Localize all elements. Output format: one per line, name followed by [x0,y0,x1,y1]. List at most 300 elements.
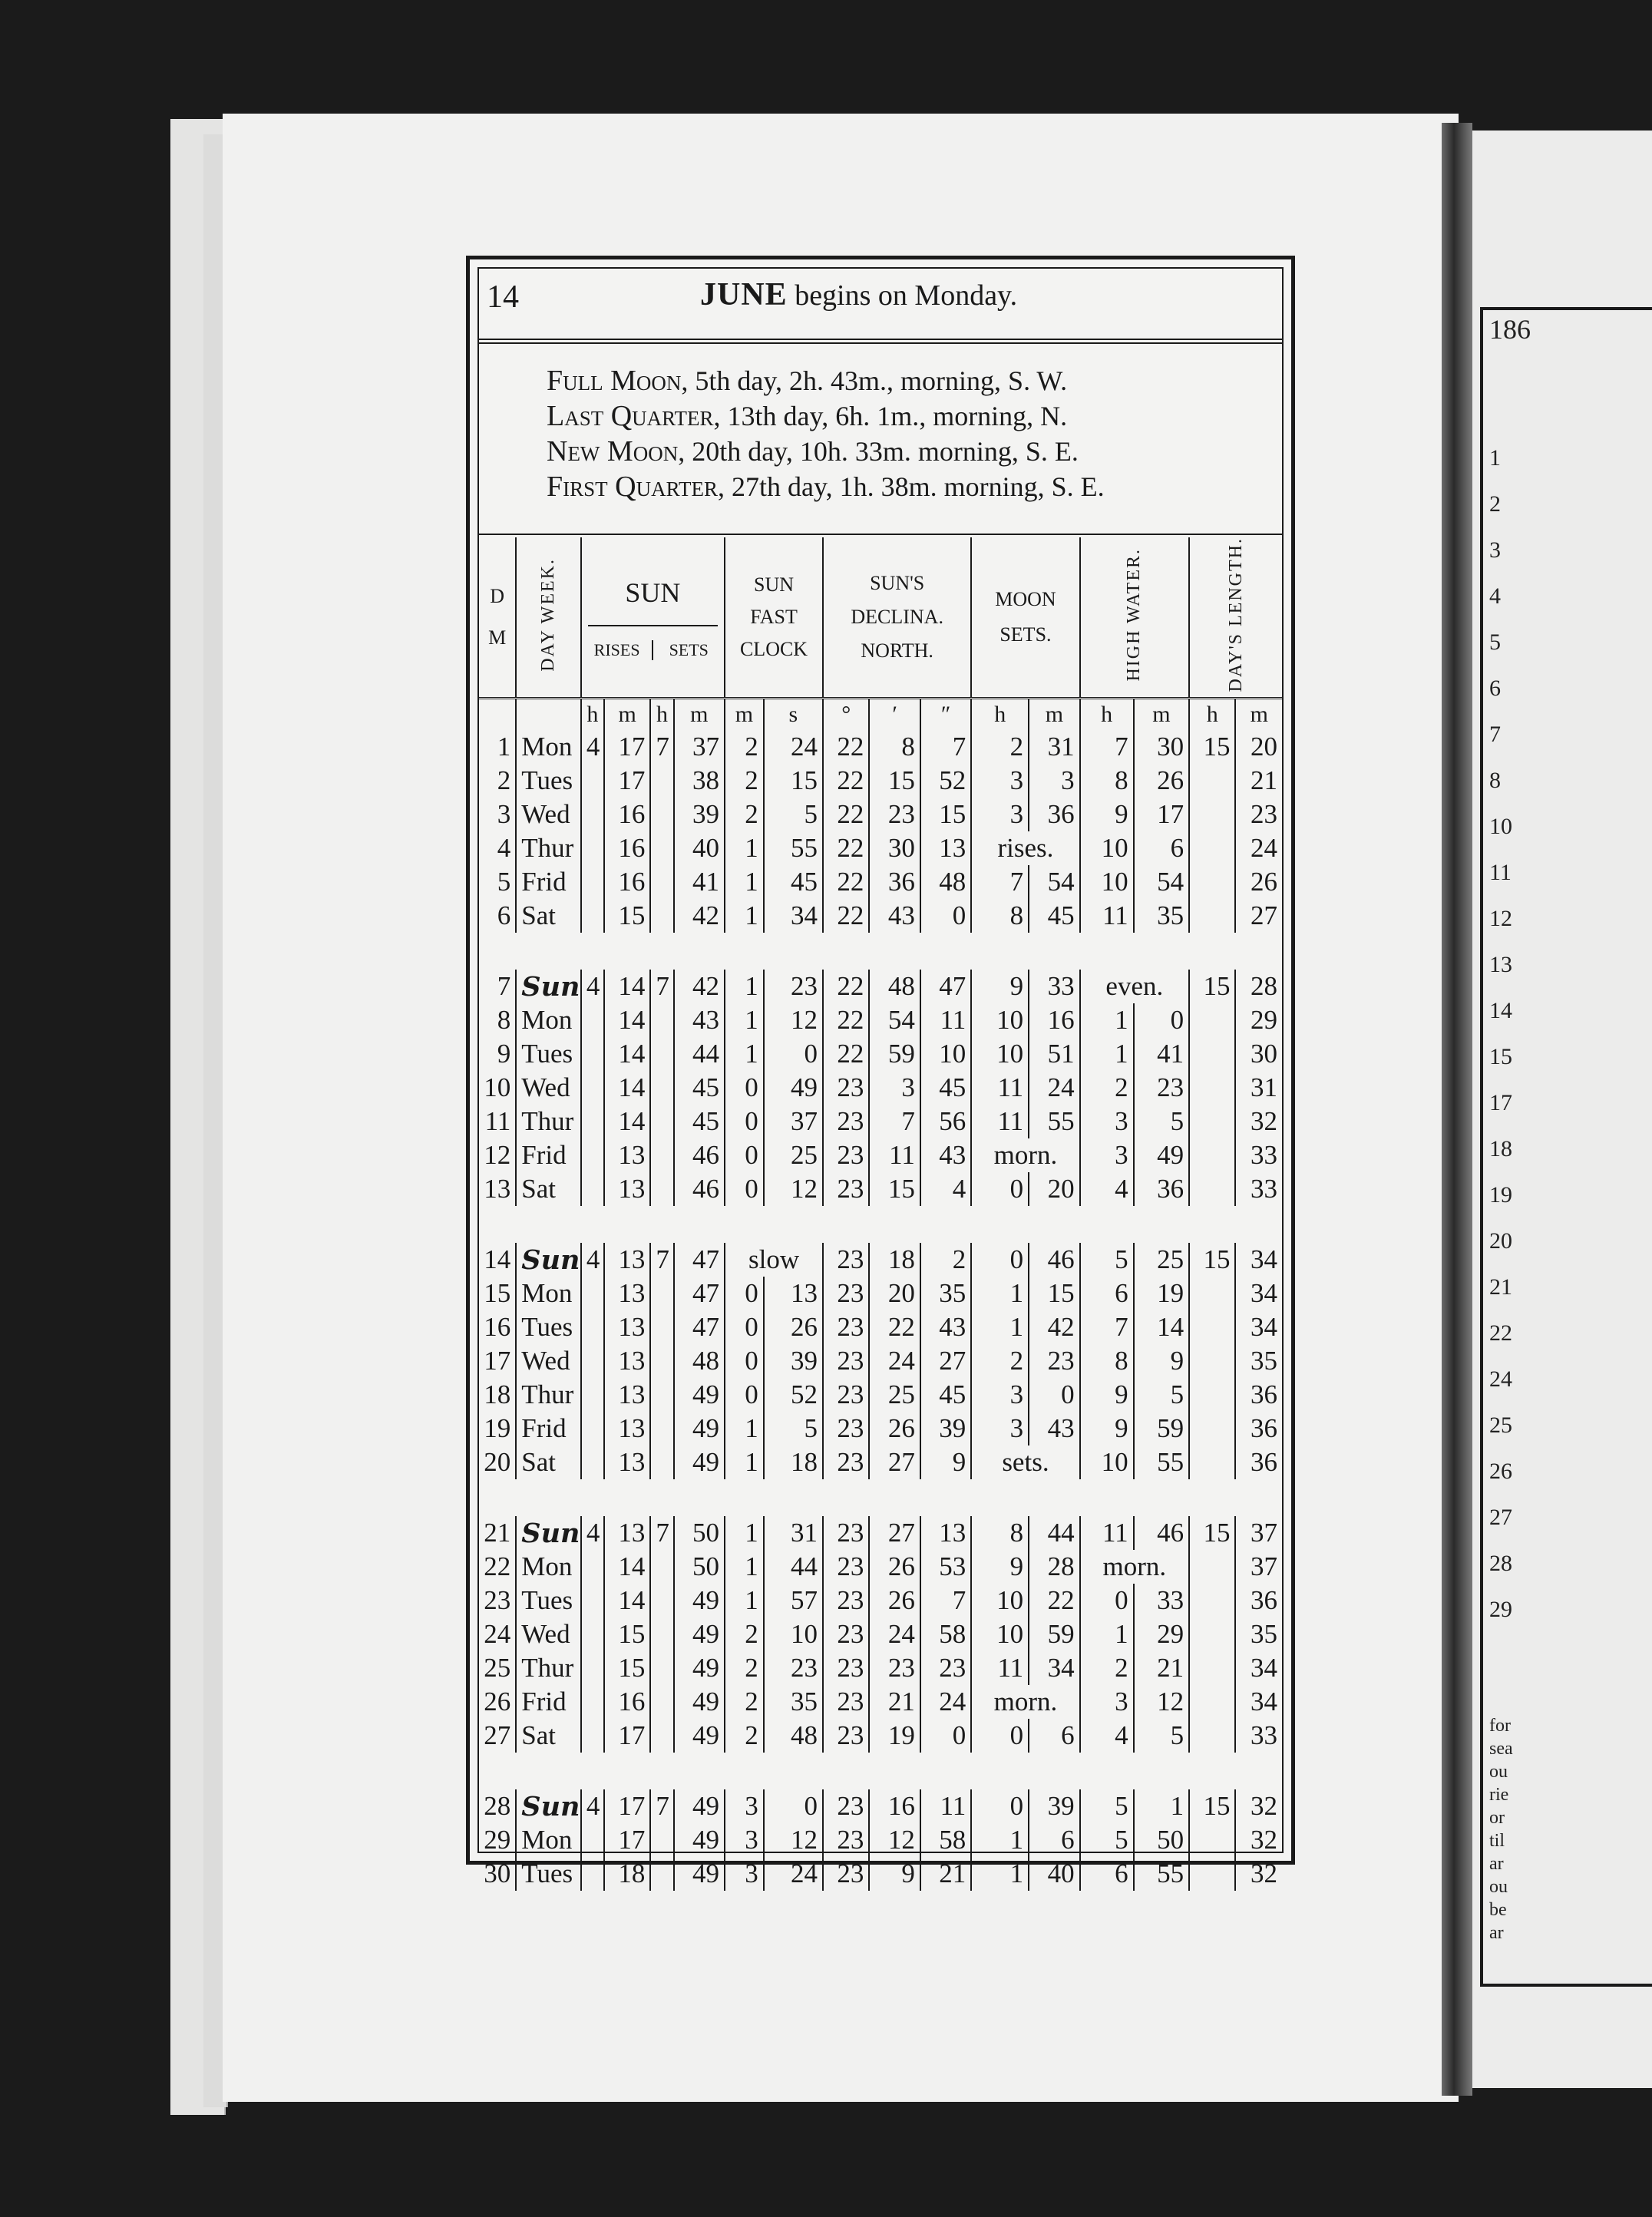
table-row [479,1789,1282,1823]
table-cell: 40 [1029,1857,1079,1891]
table-cell: 2 [725,1685,764,1719]
table-cell [1189,1685,1235,1719]
table-cell: 23 [823,1789,869,1823]
table-cell: 5 [1134,1719,1189,1753]
table-cell: 11 [971,1105,1029,1138]
table-cell [1189,764,1235,798]
week-gap [479,1206,1282,1243]
week-gap [479,1479,1282,1516]
table-cell: 17 [604,764,650,798]
table-cell: 21 [920,1857,971,1891]
table-cell: 11 [479,1105,516,1138]
table-cell: 29 [1251,1005,1277,1036]
table-cell: 7 [1080,1310,1134,1344]
table-cell [581,865,604,899]
table-cell [1189,1584,1235,1617]
table-cell: 27 [920,1344,971,1378]
table-cell: 26 [1251,867,1277,897]
table-row [479,764,1282,798]
right-page-text-fragment: rie [1489,1785,1509,1805]
table-cell: 13 [604,1516,650,1550]
table-cell: 27 [1251,900,1277,931]
table-cell: 26 [1134,764,1189,798]
table-cell [650,1071,673,1105]
table-cell: 23 [823,1277,869,1310]
table-cell: 1 [725,970,764,1003]
table-cell: 2 [1080,1071,1134,1105]
right-page-row-number: 21 [1489,1274,1512,1300]
table-cell: 43 [869,899,920,933]
table-cell: 24 [920,1685,971,1719]
table-cell: 5 [1134,1378,1189,1412]
table-cell: 5 [1134,1105,1189,1138]
table-cell: 22 [823,970,869,1003]
table-row [479,1584,1282,1617]
table-cell: 45 [920,1071,971,1105]
table-cell: 0 [725,1138,764,1172]
table-cell: 17 [604,730,650,764]
table-cell [1189,1071,1235,1105]
moon-phase-detail: , 13th day, 6h. 1m., morning, N. [713,401,1068,431]
table-cell: 3 [971,1378,1029,1412]
table-cell: 22 [823,798,869,831]
table-cell: 23 [823,1344,869,1378]
table-cell: 39 [920,1412,971,1446]
table-cell: 10 [764,1617,823,1651]
header-moon-sets: MOON SETS. [971,537,1079,699]
table-cell: Sat [516,1446,581,1479]
table-cell: 51 [1029,1037,1079,1071]
table-cell [581,1823,604,1857]
table-row [479,1823,1282,1857]
table-cell: 2 [725,764,764,798]
table-cell: 23 [869,1651,920,1685]
table-cell: 22 [823,1037,869,1071]
table-cell: 13 [604,1138,650,1172]
table-cell: 9 [1080,1412,1134,1446]
table-cell: 36 [1251,1413,1277,1444]
table-cell: 6 [1080,1857,1134,1891]
right-page-row-number: 18 [1489,1136,1512,1161]
table-cell: 22 [1029,1584,1079,1617]
right-page-header: 186 [1489,314,1531,345]
table-cell: 36 [1251,1379,1277,1410]
table-cell: 15 [479,1277,516,1310]
right-page-row-number: 10 [1489,814,1512,839]
table-cell [581,1105,604,1138]
right-page-row-number: 11 [1489,860,1512,885]
table-cell: 13 [604,1412,650,1446]
table-cell: 11 [971,1071,1029,1105]
table-cell: 24 [764,1857,823,1891]
table-cell: 0 [971,1172,1029,1206]
table-cell: 15 [1189,1789,1235,1823]
right-page-text-fragment: ou [1489,1877,1508,1897]
table-cell: 45 [920,1378,971,1412]
table-cell: 7 [920,730,971,764]
table-cell: 9 [1134,1344,1189,1378]
table-cell: 49 [674,1446,725,1479]
moon-phase-line [547,398,1105,434]
right-page-text-fragment: ar [1489,1923,1504,1943]
table-cell: 16 [604,865,650,899]
table-cell: 10 [971,1037,1029,1071]
right-page-row-number: 29 [1489,1597,1512,1622]
table-cell [1189,899,1235,933]
table-cell: 32 [1251,1791,1277,1822]
table-cell: 10 [1080,831,1134,865]
table-cell: sets. [971,1446,1079,1479]
table-cell: 0 [725,1378,764,1412]
table-row [479,1344,1282,1378]
table-cell: 42 [1029,1310,1079,1344]
table-cell [650,1344,673,1378]
table-cell: 8 [1080,764,1134,798]
table-cell: 26 [869,1584,920,1617]
unit-cell: h [650,699,673,731]
table-body [479,730,1282,1891]
table-cell [581,798,604,831]
table-cell [1189,1105,1235,1138]
table-cell [650,1138,673,1172]
table-row [479,1172,1282,1206]
table-cell: 4 [1080,1172,1134,1206]
table-cell: 38 [674,764,725,798]
table-cell: 34 [764,899,823,933]
table-cell: 3 [971,798,1029,831]
right-page-text-fragment: be [1489,1900,1507,1920]
table-cell: 49 [674,1617,725,1651]
table-cell [581,1617,604,1651]
moon-phase-name: New Moon [547,435,679,468]
table-cell: 0 [1080,1584,1134,1617]
table-cell: 2 [725,1651,764,1685]
table-cell [650,1651,673,1685]
table-cell: 12 [764,1172,823,1206]
table-cell: 55 [1134,1446,1189,1479]
table-cell: 13 [479,1172,516,1206]
table-cell: 44 [1029,1516,1079,1550]
month-name: JUNE [700,277,788,312]
table-cell: 18 [604,1857,650,1891]
header-days-length: DAY'S LENGTH. [1189,537,1282,699]
table-cell: 13 [604,1277,650,1310]
table-cell: 11 [920,1789,971,1823]
table-cell: 20 [1029,1172,1079,1206]
table-cell: 28 [1251,971,1277,1002]
table-cell: 1 [1134,1789,1189,1823]
table-cell: 22 [823,831,869,865]
table-cell: Mon [516,730,581,764]
right-page-row-number: 24 [1489,1366,1512,1392]
unit-cell: h [1189,699,1235,731]
table-cell: 36 [869,865,920,899]
table-cell: 15 [1189,1243,1235,1277]
table-cell [581,1003,604,1037]
table-cell: 12 [1134,1685,1189,1719]
table-cell: 36 [1029,798,1079,831]
table-cell: 3 [1029,764,1079,798]
table-cell: 40 [674,831,725,865]
table-cell [581,1172,604,1206]
table-cell: 26 [869,1550,920,1584]
right-page-row-number: 2 [1489,491,1501,517]
table-cell [650,1378,673,1412]
table-cell: 15 [920,798,971,831]
table-cell: 17 [479,1344,516,1378]
table-cell: 43 [920,1310,971,1344]
table-cell: 11 [869,1138,920,1172]
table-cell [1189,1310,1235,1344]
table-cell [1189,1446,1235,1479]
table-row [479,1685,1282,1719]
right-page-row-number: 17 [1489,1090,1512,1115]
table-cell [581,1378,604,1412]
table-cell: 58 [920,1617,971,1651]
table-row [479,1651,1282,1685]
unit-cell: m [1250,702,1268,728]
table-cell [1189,1003,1235,1037]
table-cell [581,1584,604,1617]
table-cell: Sun [516,1789,581,1823]
table-cell [650,1685,673,1719]
table-cell [650,831,673,865]
table-cell: 19 [1134,1277,1189,1310]
table-cell [1189,1138,1235,1172]
table-cell: 22 [823,1003,869,1037]
table-cell: 23 [823,1071,869,1105]
table-cell: 0 [764,1789,823,1823]
table-cell: 34 [1251,1312,1277,1343]
table-cell: 29 [479,1823,516,1857]
table-cell [650,1412,673,1446]
table-cell: 37 [1251,1551,1277,1582]
table-cell: 0 [1029,1378,1079,1412]
table-row [479,798,1282,831]
table-cell: 16 [1029,1003,1079,1037]
table-cell: 47 [674,1243,725,1277]
table-cell: 24 [1029,1071,1079,1105]
table-cell: 46 [674,1172,725,1206]
table-cell: 45 [1029,899,1079,933]
table-cell: 0 [725,1277,764,1310]
week-gap [479,1753,1282,1789]
table-cell: 0 [920,899,971,933]
moon-phase-line [547,434,1105,469]
table-cell: 6 [479,899,516,933]
table-cell: 41 [1134,1037,1189,1071]
table-cell: 48 [764,1719,823,1753]
right-page-row-number: 6 [1489,676,1501,701]
table-cell [650,1823,673,1857]
table-cell: 1 [1080,1037,1134,1071]
units-row [479,699,1282,731]
table-cell: 7 [971,865,1029,899]
table-cell: 9 [971,1550,1029,1584]
table-cell [581,831,604,865]
table-cell: 23 [1134,1071,1189,1105]
table-cell: Wed [516,1071,581,1105]
table-cell: rises. [971,831,1079,865]
table-cell: 16 [869,1789,920,1823]
table-cell: 42 [674,899,725,933]
table-cell: 54 [1029,865,1079,899]
table-cell [650,1617,673,1651]
table-cell: 15 [869,1172,920,1206]
table-cell: 5 [1080,1789,1134,1823]
table-cell: 5 [479,865,516,899]
table-cell: 22 [869,1310,920,1344]
table-cell [1189,1378,1235,1412]
table-cell: 54 [1134,865,1189,899]
table-cell [1189,1277,1235,1310]
table-cell: 22 [823,865,869,899]
table-row [479,899,1282,933]
table-cell: 8 [869,730,920,764]
table-cell [581,1071,604,1105]
table-cell: 9 [479,1037,516,1071]
table-cell: 7 [650,1789,673,1823]
table-cell: morn. [971,1138,1079,1172]
table-cell: 1 [725,1550,764,1584]
table-cell: Sat [516,1172,581,1206]
table-cell: 1 [725,1037,764,1071]
table-row [479,730,1282,764]
header-high-water: HIGH WATER. [1080,537,1190,699]
table-cell: 45 [764,865,823,899]
unit-cell: m [674,699,725,731]
table-row [479,1071,1282,1105]
table-cell: Sun [516,970,581,1003]
table-cell: 3 [971,1412,1029,1446]
table-cell: 23 [823,1243,869,1277]
table-cell [650,764,673,798]
table-cell [650,798,673,831]
table-cell: 32 [1251,1859,1277,1889]
table-cell: 49 [1134,1138,1189,1172]
table-cell: 7 [920,1584,971,1617]
table-cell: 1 [725,1516,764,1550]
table-row [479,1243,1282,1277]
table-cell [581,899,604,933]
table-cell: 34 [1251,1653,1277,1683]
table-cell: 4 [581,730,604,764]
table-cell: 17 [604,1823,650,1857]
table-cell: 6 [1080,1277,1134,1310]
table-cell [581,1037,604,1071]
table-cell: 1 [725,1446,764,1479]
table-cell: 24 [764,730,823,764]
table-cell: 44 [674,1037,725,1071]
right-page-row-number: 14 [1489,998,1512,1023]
table-cell: 2 [725,1719,764,1753]
right-page [1472,131,1652,2088]
table-cell: 13 [604,1310,650,1344]
table-row [479,831,1282,865]
table-cell [1189,798,1235,831]
table-cell: 37 [1251,1518,1277,1548]
table-cell: Tues [516,1037,581,1071]
table-cell: 37 [674,730,725,764]
table-cell: 5 [1080,1823,1134,1857]
table-cell: Frid [516,1685,581,1719]
right-page-text-fragment: ar [1489,1854,1504,1874]
table-cell: 23 [823,1617,869,1651]
table-cell: Tues [516,764,581,798]
table-cell: 21 [1251,765,1277,796]
table-cell: 0 [725,1310,764,1344]
table-cell: 23 [764,970,823,1003]
table-cell: 27 [479,1719,516,1753]
table-cell: 23 [764,1651,823,1685]
table-cell: 32 [1251,1106,1277,1137]
table-cell: 23 [823,1584,869,1617]
table-cell: 36 [1251,1585,1277,1616]
page-number: 14 [487,279,519,315]
table-cell: Thur [516,1651,581,1685]
table-cell: 14 [604,1003,650,1037]
header-sun-fast-clock: SUN FAST CLOCK [725,537,823,699]
table-cell: 7 [650,970,673,1003]
table-cell: Thur [516,1105,581,1138]
table-cell: 0 [764,1037,823,1071]
table-cell: 1 [971,1277,1029,1310]
header-dm: D M [479,537,516,699]
table-cell: 23 [1251,799,1277,830]
title-rest: begins on Monday. [787,279,1018,312]
table-cell: 27 [869,1446,920,1479]
table-cell: 42 [674,970,725,1003]
table-cell: 5 [1080,1243,1134,1277]
table-cell: 12 [764,1823,823,1857]
table-cell: 17 [1134,798,1189,831]
table-cell: 1 [725,1584,764,1617]
table-cell: 1 [971,1310,1029,1344]
table-cell: 44 [764,1550,823,1584]
book-gutter [1442,123,1472,2096]
table-cell: 56 [920,1105,971,1138]
table-cell: 18 [764,1446,823,1479]
table-cell: 39 [674,798,725,831]
table-cell: 20 [1251,732,1277,762]
table-cell: morn. [1080,1550,1190,1584]
table-cell: 0 [725,1172,764,1206]
table-cell: 49 [674,1685,725,1719]
table-cell: 39 [1029,1789,1079,1823]
moon-phase-name: First Quarter [547,471,718,503]
table-cell: 11 [1080,899,1134,933]
table-cell: 7 [1080,730,1134,764]
table-cell: 11 [1080,1516,1134,1550]
table-cell: 1 [725,1003,764,1037]
table-cell: 6 [1029,1823,1079,1857]
table-cell: 9 [869,1857,920,1891]
table-cell: 3 [1080,1138,1134,1172]
table-cell: Mon [516,1277,581,1310]
table-cell: 24 [869,1344,920,1378]
table-cell: 13 [920,1516,971,1550]
right-page-text-fragment: for [1489,1716,1511,1736]
table-cell: 0 [725,1105,764,1138]
table-cell: 49 [674,1857,725,1891]
table-cell: 28 [1029,1550,1079,1584]
table-cell: 59 [1134,1412,1189,1446]
table-cell: 3 [479,798,516,831]
table-cell: Sat [516,899,581,933]
table-cell [581,1138,604,1172]
table-cell: 47 [920,970,971,1003]
table-cell: 48 [920,865,971,899]
